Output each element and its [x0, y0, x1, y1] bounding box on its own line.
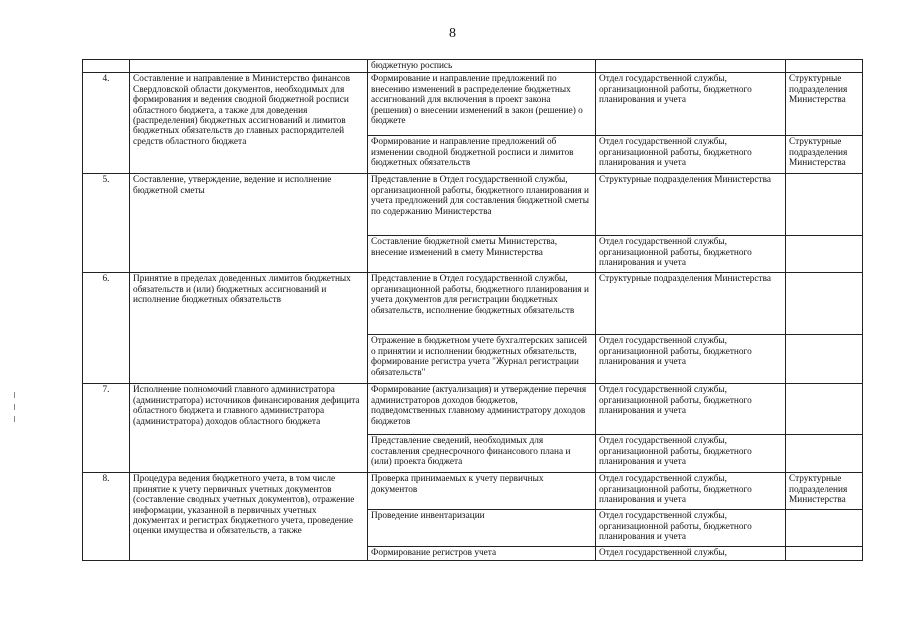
cell-action: Проверка принимаемых к учету первичных документов	[368, 473, 596, 510]
table-row	[83, 73, 863, 136]
table-row	[83, 273, 863, 335]
margin-mark	[14, 404, 15, 410]
cell-stage: Составление, утверждение, ведение и исполнение бюджетной сметы	[130, 174, 368, 273]
cell-action: Формирование (актуализация) и утверждение перечня администраторов доходов бюджетов, подведомственных главному администратору доходов бюджетов	[368, 384, 596, 435]
cell-num: 5.	[83, 174, 130, 273]
cell-participants	[786, 384, 863, 435]
cell-participants	[786, 174, 863, 236]
cell-responsible: Отдел государственной службы, организационной работы, бюджетного планирования и учета	[596, 236, 786, 273]
cell-num: 4.	[83, 73, 130, 174]
cell-participants	[786, 60, 863, 73]
cell-num	[83, 60, 130, 73]
cell-action: Представление в Отдел государственной службы, организационной работы, бюджетного планирования и учета предложений для составления бюджетной сметы по содержанию Министерства	[368, 174, 596, 236]
cell-responsible: Отдел государственной службы,	[596, 547, 786, 561]
cell-participants	[786, 435, 863, 473]
cell-participants	[786, 273, 863, 335]
cell-responsible: Отдел государственной службы, организационной работы, бюджетного планирования и учета	[596, 510, 786, 547]
cell-responsible	[596, 60, 786, 73]
table-row	[83, 473, 863, 510]
cell-responsible: Отдел государственной службы, организационной работы, бюджетного планирования и учета	[596, 384, 786, 435]
cell-responsible: Отдел государственной службы, организационной работы, бюджетного планирования и учета	[596, 335, 786, 384]
cell-participants: Структурные подразделения Министерства	[786, 473, 863, 510]
cell-num: 6.	[83, 273, 130, 384]
cell-participants: Структурные подразделения Министерства	[786, 73, 863, 136]
cell-action: Представление сведений, необходимых для составления среднесрочного финансового плана и (или) проекта бюджета	[368, 435, 596, 473]
cell-participants	[786, 510, 863, 547]
cell-action: Проведение инвентаризации	[368, 510, 596, 547]
cell-num: 8.	[83, 473, 130, 561]
cell-participants	[786, 547, 863, 561]
cell-action: Формирование и направление предложений по внесению изменений в распределение бюджетных ассигнований для включения в проект закона (решения) о внесении изменений в закон (решение) о бюджете	[368, 73, 596, 136]
cell-responsible: Отдел государственной службы, организационной работы, бюджетного планирования и учета	[596, 435, 786, 473]
cell-action: бюджетную роспись	[368, 60, 596, 73]
cell-num: 7.	[83, 384, 130, 473]
cell-responsible: Отдел государственной службы, организационной работы, бюджетного планирования и учета	[596, 136, 786, 174]
cell-stage: Процедура ведения бюджетного учета, в том числе принятие к учету первичных учетных документов (составление сводных учетных документов), отражение информации, указанной в первичных учетных документах и регистрах бюджетного учета, проведение оценки имущества и обязательств, а также	[130, 473, 368, 561]
cell-participants	[786, 335, 863, 384]
cell-action: Формирование и направление предложений об изменении сводной бюджетной росписи и лимитов бюджетных обязательств	[368, 136, 596, 174]
cell-action: Составление бюджетной сметы Министерства, внесение изменений в смету Министерства	[368, 236, 596, 273]
cell-participants: Структурные подразделения Министерства	[786, 136, 863, 174]
cell-action: Формирование регистров учета	[368, 547, 596, 561]
table-row-continuation	[83, 60, 863, 73]
cell-responsible: Структурные подразделения Министерства	[596, 174, 786, 236]
page-number: 8	[449, 26, 456, 41]
cell-responsible: Отдел государственной службы, организационной работы, бюджетного планирования и учета	[596, 473, 786, 510]
table-row	[83, 174, 863, 236]
cell-stage: Составление и направление в Министерство финансов Свердловской области документов, необходимых для формирования и ведения сводной бюджетной росписи областного бюджета, а также для доведения (распределения) бюджетных ассигнований и лимитов бюджетных обязательств до главных распорядителей средств областного бюджета	[130, 73, 368, 174]
budget-procedures-table	[82, 59, 863, 561]
cell-stage: Принятие в пределах доведенных лимитов бюджетных обязательств и (или) бюджетных ассигнований и исполнение бюджетных обязательств	[130, 273, 368, 384]
table-row	[83, 384, 863, 435]
cell-responsible: Структурные подразделения Министерства	[596, 273, 786, 335]
cell-responsible: Отдел государственной службы, организационной работы, бюджетного планирования и учета	[596, 73, 786, 136]
margin-mark	[14, 416, 15, 422]
cell-stage: Исполнение полномочий главного администратора (администратора) источников финансирования дефицита областного бюджета и главного администратора (администратора) доходов областного бюджета	[130, 384, 368, 473]
cell-action: Отражение в бюджетном учете бухгалтерских записей о принятии и исполнении бюджетных обязательств, формирование регистра учета "Журнал регистрации обязательств"	[368, 335, 596, 384]
cell-action: Представление в Отдел государственной службы, организационной работы, бюджетного планирования и учета документов для регистрации бюджетных обязательств, исполнение бюджетных обязательств	[368, 273, 596, 335]
cell-participants	[786, 236, 863, 273]
cell-stage	[130, 60, 368, 73]
margin-mark	[14, 392, 15, 398]
margin-marks	[14, 392, 16, 428]
